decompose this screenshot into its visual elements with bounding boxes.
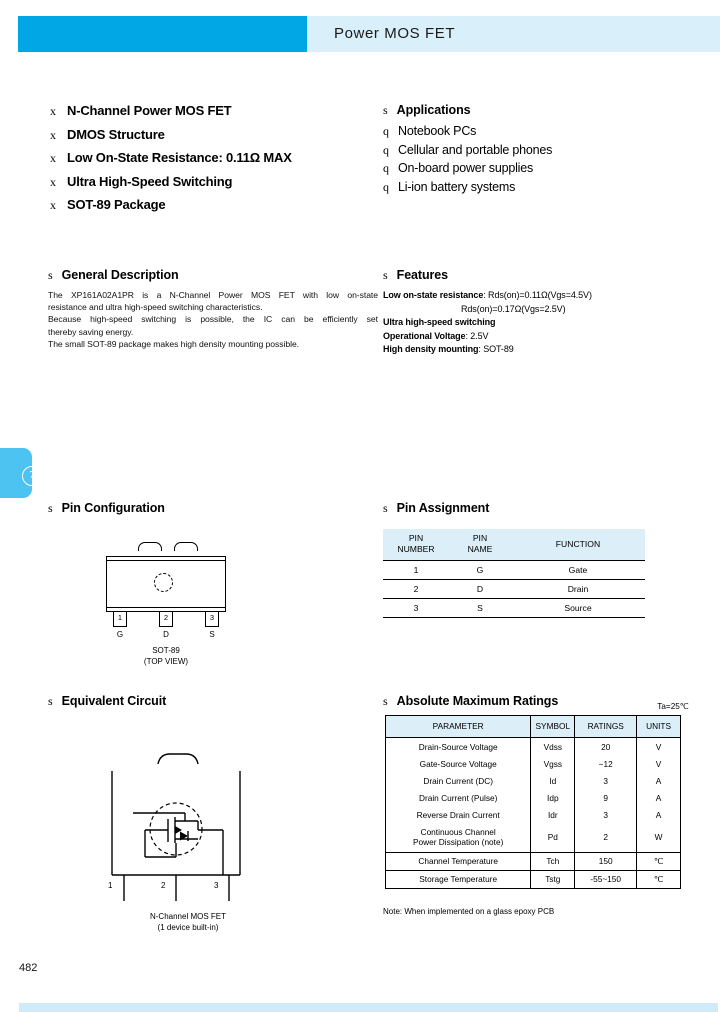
table-row (383, 599, 645, 618)
cell-rating: -55~150 (575, 870, 637, 888)
list-item (50, 174, 370, 190)
cell-parameter: Reverse Drain Current (386, 806, 531, 823)
feature-value: Rds(on)=0.11Ω(Vgs=4.5V) (488, 290, 592, 300)
section-heading-label: Pin Assignment (396, 501, 490, 515)
list-item-label: On-board power supplies (398, 161, 534, 175)
features-section (383, 268, 673, 357)
column-header-pin-number (383, 529, 449, 561)
column-header-parameter: PARAMETER (386, 716, 531, 738)
feature-value: 2.5V (470, 330, 489, 341)
feature-value: SOT-89 (483, 344, 514, 354)
section-heading (48, 268, 378, 283)
feature-sep: : (478, 344, 484, 354)
section-heading (48, 694, 368, 709)
cell-function: Source (511, 599, 645, 618)
package-body-bottomline (107, 607, 225, 608)
section-heading (48, 501, 368, 516)
list-item-label: N-Channel Power MOS FET (67, 103, 232, 118)
terminal-number: 3 (214, 881, 219, 890)
package-view-label: (TOP VIEW) (143, 656, 189, 666)
section-heading-label: General Description (61, 268, 179, 282)
section-heading-label: Absolute Maximum Ratings (396, 694, 559, 708)
cell-rating: 9 (575, 789, 637, 806)
feature-spec-row (383, 303, 673, 317)
table-row (386, 823, 681, 852)
terminal-number: 2 (161, 881, 166, 890)
general-description-section (48, 268, 378, 350)
package-pin-label: S (209, 630, 215, 639)
cell-function: Gate (511, 561, 645, 580)
applications-section (383, 103, 663, 198)
column-header-line: NAME (467, 544, 493, 554)
cell-pin-number: 2 (383, 580, 449, 599)
description-line: thereby saving energy. (48, 326, 134, 337)
page-title: Power MOS FET (334, 25, 456, 42)
cell-parameter: Drain Current (Pulse) (386, 789, 531, 806)
description-line: Because high-speed switching is possible, the IC can be efficiently set (48, 314, 378, 325)
section-heading (383, 103, 663, 118)
feature-spec-row (383, 289, 673, 303)
table-row (386, 870, 681, 888)
bullet-s-icon: s (48, 694, 53, 708)
cell-rating: 3 (575, 772, 637, 789)
column-header-symbol: SYMBOL (531, 716, 575, 738)
circuit-device-count: (1 device built-in) (157, 923, 219, 933)
list-item-label: Li-ion battery systems (398, 179, 516, 194)
cell-rating: 3 (575, 806, 637, 823)
cell-parameter (386, 823, 531, 852)
cell-rating: 150 (575, 852, 637, 870)
cell-rating: 2 (575, 823, 637, 852)
list-item (383, 143, 663, 158)
bullet-x-icon: x (50, 151, 56, 165)
package-pin-number: 2 (163, 613, 169, 622)
feature-sep: : (483, 290, 489, 300)
cell-parameter-line: Continuous Channel (420, 826, 496, 837)
bullet-x-icon: x (50, 127, 56, 142)
table-header-row (383, 529, 645, 561)
list-item-label: SOT-89 Package (67, 197, 166, 212)
package-name: SOT-89 (152, 646, 180, 655)
ambient-temperature-condition: Ta=25℃ (657, 702, 689, 711)
cell-symbol: Tstg (531, 870, 575, 888)
table-row (383, 561, 645, 580)
section-heading (383, 268, 673, 283)
column-header-units: UNITS (637, 716, 681, 738)
section-heading-label: Features (396, 268, 448, 282)
list-item-label: Ultra High-Speed Switching (67, 173, 233, 189)
cell-pin-number: 1 (383, 561, 449, 580)
list-item (50, 150, 370, 166)
table-row (386, 772, 681, 789)
list-item-label: Notebook PCs (398, 124, 477, 138)
section-heading (383, 501, 673, 516)
cell-unit: V (637, 738, 681, 756)
bullet-s-icon: s (48, 501, 53, 515)
footer-bar (19, 1003, 718, 1012)
list-item-label: Low On-State Resistance: 0.11Ω MAX (67, 150, 292, 165)
page-header (18, 16, 720, 52)
package-body-topline (107, 560, 225, 561)
cell-parameter-line: Power Dissipation (note) (412, 837, 504, 848)
pin-configuration-section (48, 501, 368, 664)
cell-symbol: Idr (531, 806, 575, 823)
cell-unit: ℃ (637, 852, 681, 870)
cell-rating: 20 (575, 738, 637, 756)
list-item (383, 180, 663, 195)
feature-sep: : (465, 330, 471, 341)
feature-spec-row (383, 316, 673, 330)
column-header-pin-name (449, 529, 511, 561)
section-heading-label: Applications (396, 103, 471, 117)
cell-unit: W (637, 823, 681, 852)
bullet-x-icon: x (50, 198, 56, 212)
list-item-label: DMOS Structure (67, 126, 165, 142)
circuit-caption (88, 911, 288, 933)
features-body (383, 289, 673, 357)
cell-symbol: Id (531, 772, 575, 789)
bullet-x-icon: x (50, 104, 56, 118)
bullet-s-icon: s (48, 268, 53, 282)
general-description-body (48, 289, 378, 350)
table-footnote: Note: When implemented on a glass epoxy PCB (383, 907, 555, 916)
pin-assignment-table (383, 529, 645, 618)
cell-function: Drain (511, 580, 645, 599)
sot89-package-diagram (48, 534, 368, 664)
cell-parameter: Channel Temperature (386, 852, 531, 870)
list-item (383, 124, 663, 139)
table-row (386, 738, 681, 756)
bullet-q-icon: q (383, 142, 389, 157)
cell-pin-number: 3 (383, 599, 449, 618)
table-row (386, 789, 681, 806)
list-item (50, 127, 370, 143)
section-heading-label: Equivalent Circuit (61, 694, 167, 708)
package-tab-right-icon (174, 542, 198, 551)
section-heading-label: Pin Configuration (61, 501, 165, 515)
feature-label: Ultra high-speed switching (383, 317, 496, 327)
cell-symbol: Vgss (531, 755, 575, 772)
list-item-label: Cellular and portable phones (398, 142, 553, 157)
feature-label: Low on-state resistance (383, 290, 484, 300)
cell-symbol: Tch (531, 852, 575, 870)
table-row (386, 755, 681, 772)
table-header-row (386, 716, 681, 738)
cell-unit: V (637, 755, 681, 772)
pin-assignment-section (383, 501, 673, 618)
terminal-number: 1 (108, 881, 113, 890)
cell-parameter: Drain Current (DC) (386, 772, 531, 789)
bullet-x-icon: x (50, 174, 56, 189)
section-heading (383, 694, 683, 709)
bullet-q-icon: q (383, 161, 389, 175)
description-line: The small SOT-89 package makes high density mounting possible. (48, 338, 300, 349)
page-number: 482 (19, 962, 38, 974)
absolute-maximum-ratings-section (383, 694, 689, 916)
section-tab-number: 7 (22, 466, 42, 486)
header-accent-block (18, 16, 307, 52)
description-line: The XP161A02A1PR is a N-Channel Power MOS FET with low on-state (48, 290, 378, 300)
package-pin-number: 3 (209, 613, 215, 622)
package-tab-left-icon (138, 542, 162, 551)
column-header-ratings: RATINGS (575, 716, 637, 738)
equivalent-circuit-diagram (48, 729, 368, 933)
list-item (50, 103, 370, 119)
column-header-function: FUNCTION (511, 529, 645, 561)
bullet-q-icon: q (383, 124, 389, 138)
feature-label: Operational Voltage (383, 330, 466, 341)
package-caption (106, 646, 226, 668)
table-row (386, 852, 681, 870)
absolute-maximum-ratings-table (385, 715, 681, 889)
circuit-device-type: N-Channel MOS FET (149, 912, 227, 921)
package-pin-label: D (163, 630, 169, 639)
cell-pin-name: S (449, 599, 511, 618)
feature-label: High density mounting (383, 344, 479, 354)
cell-unit: A (637, 789, 681, 806)
table-row (386, 806, 681, 823)
description-line: resistance and ultra high-speed switching characteristics. (48, 302, 263, 313)
cell-symbol: Idp (531, 789, 575, 806)
cell-pin-name: D (449, 580, 511, 599)
cell-parameter: Storage Temperature (386, 870, 531, 888)
feature-value: Rds(on)=0.17Ω(Vgs=2.5V) (461, 303, 566, 314)
bullet-s-icon: s (383, 103, 388, 117)
cell-symbol: Vdss (531, 738, 575, 756)
cell-rating: −12 (575, 755, 637, 772)
bullet-q-icon: q (383, 179, 389, 194)
column-header-line: PIN (408, 533, 424, 543)
list-item (383, 161, 663, 176)
cell-symbol: Pd (531, 823, 575, 852)
column-header-line: NUMBER (397, 544, 435, 554)
package-pin-number: 1 (117, 613, 123, 622)
bullet-s-icon: s (383, 268, 388, 282)
key-features-list (50, 103, 370, 221)
package-pin-label: G (116, 630, 124, 639)
cell-unit: ℃ (637, 870, 681, 888)
list-item (50, 197, 370, 213)
mosfet-schematic-icon (48, 729, 368, 914)
cell-unit: A (637, 806, 681, 823)
cell-parameter: Gate-Source Voltage (386, 755, 531, 772)
cell-unit: A (637, 772, 681, 789)
cell-parameter: Drain-Source Voltage (386, 738, 531, 756)
feature-spec-row (383, 330, 673, 344)
cell-pin-name: G (449, 561, 511, 580)
bullet-s-icon: s (383, 694, 388, 708)
feature-spec-row (383, 343, 673, 357)
table-row (383, 580, 645, 599)
bullet-s-icon: s (383, 501, 388, 515)
column-header-line: PIN (472, 533, 488, 543)
package-orientation-dot-icon (154, 573, 173, 592)
equivalent-circuit-section (48, 694, 368, 933)
